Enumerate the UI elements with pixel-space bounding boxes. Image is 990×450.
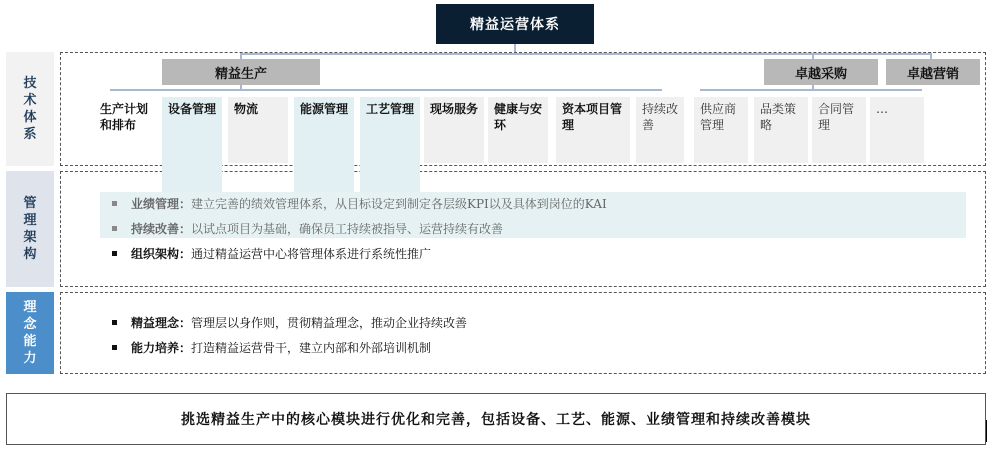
sidebar-mgmt-label: 管理架构 [23,196,37,262]
conclusion-box: 挑选精益生产中的核心模块进行优化和完善，包括设备、工艺、能源、业绩管理和持续改善模块 [6,393,986,445]
module-category-strategy: 品类策略 [754,97,808,163]
module-capital-project: 资本项目管理 [556,97,630,163]
mgmt-item-organization [112,244,972,262]
mgmt-item-text: 以试点项目为基础，确保员工持续被指导、运营持续有改善 [191,221,504,236]
mgmt-item-text: 通过精益运营中心将管理体系进行系统性推广 [191,246,432,261]
module-supplier-management: 供应商管理 [694,97,748,163]
module-production-planning: 生产计划和排布 [100,102,149,132]
bullet-icon [112,251,117,256]
module-equipment: 设备管理 [162,97,222,202]
concept-item-lean [112,313,972,331]
bullet-icon [112,226,117,231]
category-procure: 卓越采购 [764,59,878,85]
sidebar-tech [6,52,54,166]
module-logistics: 物流 [228,97,288,163]
concept-item-key: 能力培养： [131,340,192,355]
category-lean: 精益生产 [162,59,320,85]
sidebar-concept [6,292,54,374]
concept-item-text: 打造精益运营骨干，建立内部和外部培训机制 [191,340,432,355]
module-field-service: 现场服务 [424,97,484,163]
concept-panel [60,292,986,374]
mgmt-item-performance [112,194,972,212]
bullet-icon [112,345,117,350]
mgmt-item-improvement [112,219,972,237]
module-health-safety: 健康与安环 [488,97,548,163]
mgmt-item-key: 组织架构： [131,246,192,261]
system-title: 精益运营体系 [436,4,594,44]
module-energy: 能源管理 [294,97,354,202]
sidebar-concept-label: 理念能力 [23,300,37,366]
sidebar-tech-label: 技术体系 [23,76,37,142]
bullet-icon [112,201,117,206]
module-continuous-improvement: 持续改善 [636,97,684,163]
sidebar-mgmt [6,171,54,287]
concept-item-text: 管理层以身作则，贯彻精益理念，推动企业持续改善 [191,315,468,330]
module-contract-management: 合同管理 [812,97,866,163]
mgmt-item-text: 建立完善的绩效管理体系，从目标设定到制定各层级KPI以及具体到岗位的KAI [191,196,607,211]
module-more: … [870,97,924,163]
category-marketing: 卓越营销 [886,59,980,85]
module-process: 工艺管理 [360,97,420,202]
bullet-icon [112,320,117,325]
mgmt-item-key: 业绩管理： [131,196,192,211]
concept-item-training [112,338,972,356]
mgmt-item-key: 持续改善： [131,221,192,236]
concept-item-key: 精益理念： [131,315,192,330]
divider [986,420,987,442]
